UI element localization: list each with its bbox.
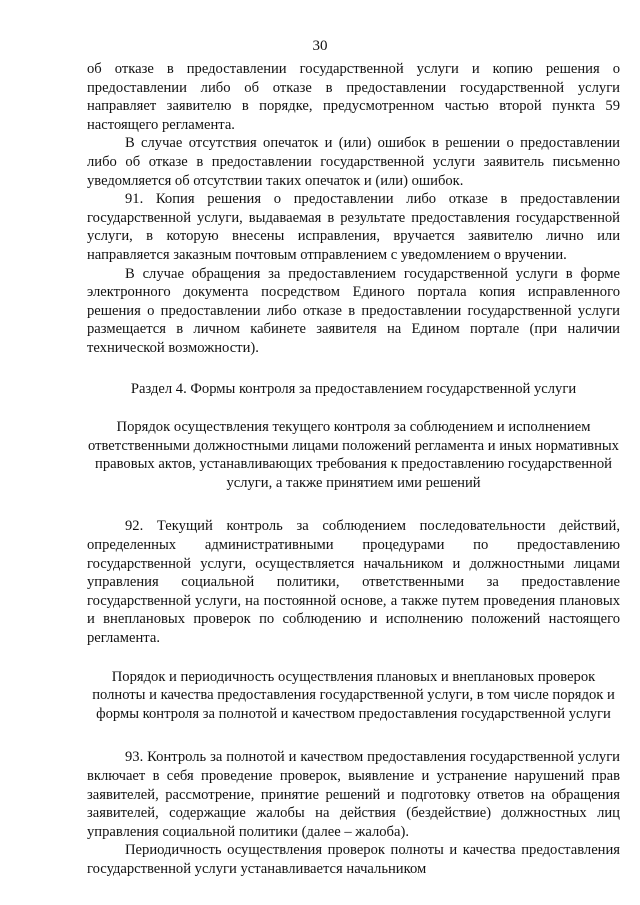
page-number: 30 (312, 38, 328, 54)
page-content (87, 60, 620, 879)
paragraph-periodicity: Периодичность осуществления проверок полноты и качества предоставления государственной услуги устанавливается начальником (87, 842, 620, 877)
paragraph-continuation: об отказе в предоставлении государственной услуги и копию решения о предоставлении либо об отказе в предоставлении государственной услуги направляет заявителю в порядке, предусмотренном частью второй пункта 59 настоящего регламента. (87, 61, 620, 133)
subsection-inspections-heading: Порядок и периодичность осуществления плановых и внеплановых проверок полноты и качества предоставления государственной услуги, в том числе порядок и формы контроля за полнотой и качеством предоставления государственной услуги (92, 668, 615, 722)
paragraph-92: 92. Текущий контроль за соблюдением последовательности действий, определенных административными процедурами по предоставлению государственной услуги, осуществляется начальником и должностными лицами управления социальной политики, ответственными за предоставление государственной услуги, на постоянной основе, а также путем проведения плановых и внеплановых проверок по соблюдению и исполнению положений настоящего регламента. (87, 518, 620, 647)
paragraph-91: 91. Копия решения о предоставлении либо отказе в предоставлении государственной услуги, выдаваемая в результате предоставления государственной услуги, в которую внесены исправления, вручается заявителю лично или направляется заказным почтовым отправлением с уведомлением о вручении. (87, 191, 620, 263)
section-4-heading: Раздел 4. Формы контроля за предоставлением государственной услуги (130, 380, 577, 397)
spacer (87, 398, 620, 418)
paragraph-no-errors: В случае отсутствия опечаток и (или) ошибок в решении о предоставлении либо об отказе в предоставлении государственной услуги заявитель письменно уведомляется об отсутствии таких опечаток и (или) ошибок. (87, 135, 620, 189)
spacer (87, 723, 620, 748)
spacer (87, 648, 620, 668)
paragraph-93: 93. Контроль за полнотой и качеством предоставления государственной услуги включает в себя проведение проверок, выявление и устранение нарушений прав заявителей, рассмотрение, принятие решений и подготовку ответов на обращения заявителей, содержащие жалобы на действия (бездействие) должностных лиц управления социальной политики (далее – жалоба). (87, 749, 620, 840)
subsection-current-control-heading: Порядок осуществления текущего контроля за соблюдением и исполнением ответственными должностными лицами положений регламента и иных нормативных правовых актов, устанавливающих требования к предоставлению государственной услуги, а также принятием ими решений (88, 419, 619, 491)
paragraph-electronic: В случае обращения за предоставлением государственной услуги в форме электронного документа посредством Единого портала копия исправленного решения о предоставлении либо отказе в предоставлении государственной услуги размещается в личном кабинете заявителя на Едином портале (при наличии технической возможности). (87, 265, 620, 356)
spacer (87, 358, 620, 380)
spacer (87, 492, 620, 517)
